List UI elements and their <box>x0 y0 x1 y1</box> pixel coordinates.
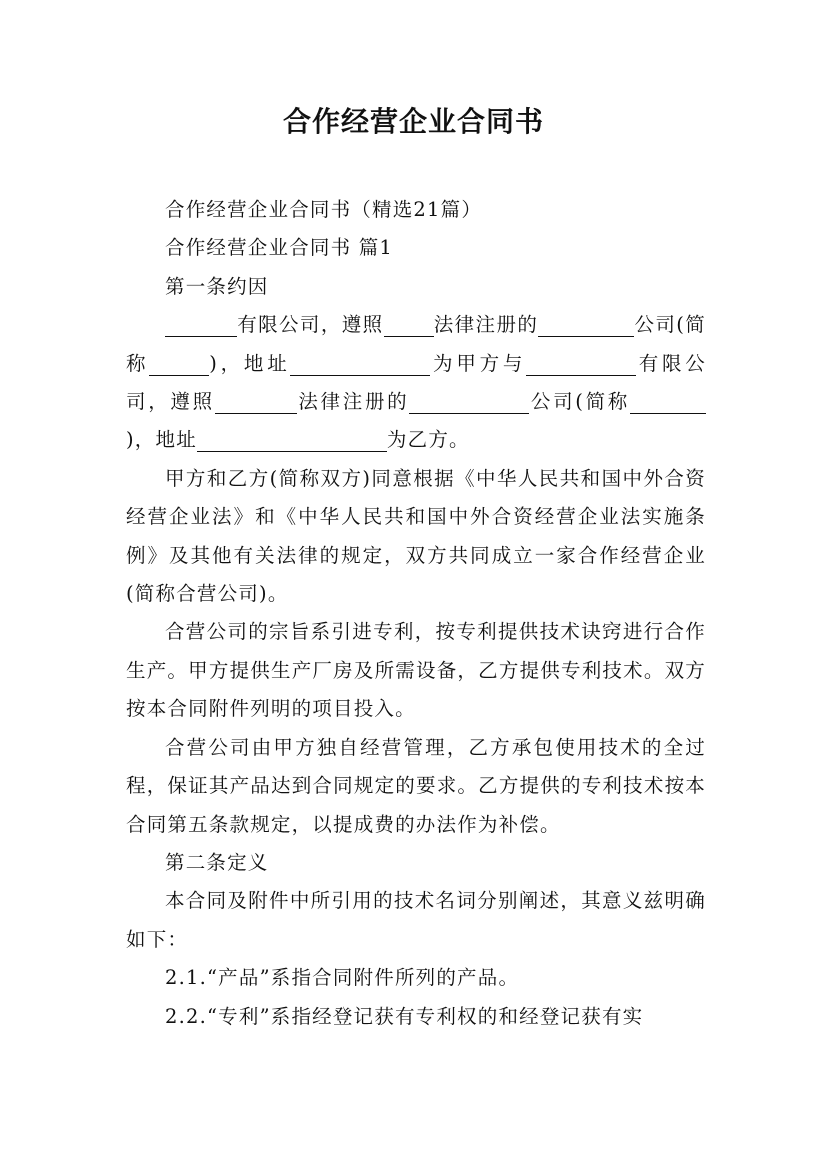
blank-line <box>630 391 706 414</box>
text-fragment: 有限公司，遵照 <box>126 351 706 414</box>
blank-line <box>215 391 297 414</box>
text-fragment: 为甲方与 <box>430 351 527 375</box>
paragraph-definition-product: 2.1.“产品”系指合同附件所列的产品。 <box>165 966 520 990</box>
blank-line <box>149 353 209 376</box>
text-fragment: 公司(简称 <box>529 390 630 414</box>
paragraph-article-2-heading: 第二条定义 <box>165 850 269 874</box>
text-fragment: 公司(简称 <box>126 313 706 375</box>
text-fragment: 为乙方。 <box>386 428 470 452</box>
paragraph-chapter-heading: 合作经营企业合同书 篇1 <box>165 236 394 260</box>
paragraph-subtitle: 合作经营企业合同书（精选21篇） <box>165 198 483 221</box>
paragraph-management: 合营公司由甲方独自经营管理，乙方承包使用技术的全过程，保证其产品达到合同规定的要求。乙方提供的专利技术按本合同第五条款规定，以提成费的办法作为补偿。 <box>126 735 706 836</box>
paragraph-legal-basis: 甲方和乙方(简称双方)同意根据《中华人民共和国中外合资经营企业法》和《中华人民共和国中外合资经营企业法实施条例》及其他有关法律的规定，双方共同成立一家合作经营企业(简称合营公司)。 <box>126 466 706 606</box>
paragraph-article-1-heading: 第一条约因 <box>165 274 269 298</box>
blank-line <box>384 314 434 337</box>
blank-line <box>526 353 636 376</box>
blank-line <box>409 391 529 414</box>
text-fragment: )，地址 <box>126 428 197 452</box>
text-fragment: 法律注册的 <box>433 313 539 337</box>
paragraph-company-purpose: 合营公司的宗旨系引进专利，按专利提供技术诀窍进行合作生产。甲方提供生产厂房及所需设备，乙方提供专利技术。双方按本合同附件列明的项目投入。 <box>126 620 706 721</box>
paragraph-parties <box>126 306 706 460</box>
paragraph-definitions-intro: 本合同及附件中所引用的技术名词分别阐述，其意义兹明确如下： <box>126 889 706 951</box>
blank-line <box>197 429 387 452</box>
paragraph-definition-patent: 2.2.“专利”系指经登记获有专利权的和经登记获有实 <box>165 1004 644 1028</box>
text-fragment: )，地址 <box>209 351 291 375</box>
blank-line <box>165 314 237 337</box>
blank-line <box>538 314 634 337</box>
document-body <box>126 191 706 1036</box>
text-fragment: 有限公司，遵照 <box>237 313 384 337</box>
text-fragment: 法律注册的 <box>296 390 410 414</box>
blank-line <box>290 353 430 376</box>
document-title: 合作经营企业合同书 <box>282 105 544 138</box>
